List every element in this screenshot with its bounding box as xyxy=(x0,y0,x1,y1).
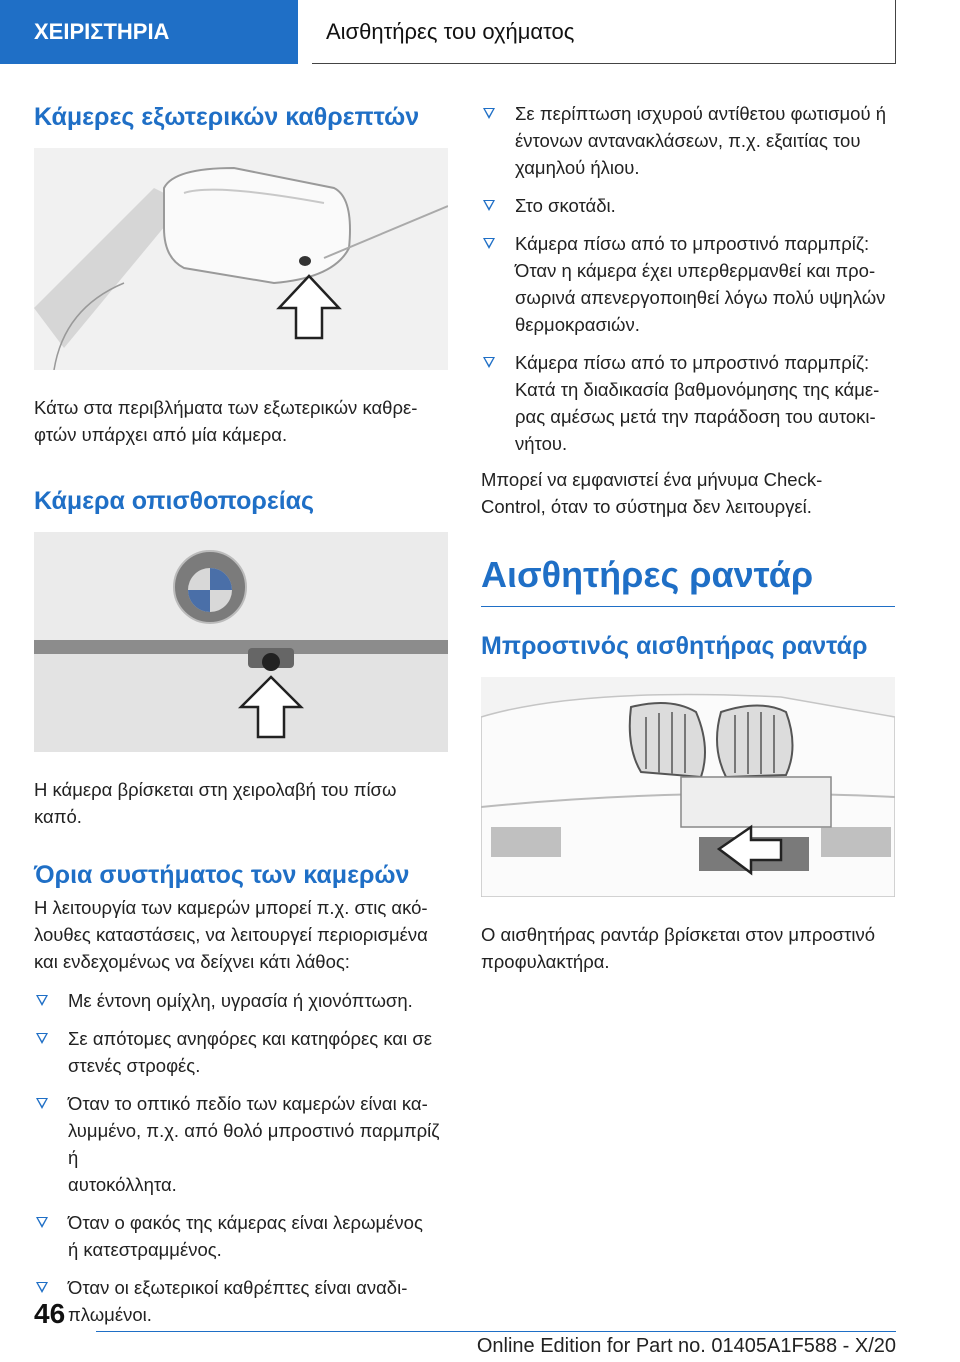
list-item-text: Όταν οι εξωτερικοί καθρέπτες είναι αναδι‐ xyxy=(68,1277,408,1298)
triangle-bullet-icon xyxy=(483,238,495,249)
list-item-text: Στο σκοτάδι. xyxy=(515,195,616,216)
heading-rule xyxy=(481,606,895,607)
front-radar-heading: Μπροστινός αισθητήρας ραντάρ xyxy=(481,632,868,660)
list-item xyxy=(34,987,448,1014)
list-item xyxy=(34,1090,448,1198)
section-tab xyxy=(0,0,298,64)
list-item-text: σωρινά απενεργοποιηθεί λόγω πολύ υψηλών xyxy=(515,287,886,308)
front-radar-illustration xyxy=(481,677,895,897)
check-control-line: Control, όταν το σύστημα δεν λειτουργεί. xyxy=(481,496,812,517)
list-item-text: πλωμένοι. xyxy=(68,1304,152,1325)
triangle-bullet-icon xyxy=(36,995,48,1006)
system-limits-intro xyxy=(34,894,448,975)
triangle-bullet-icon xyxy=(36,1217,48,1228)
right-column xyxy=(481,100,895,975)
check-control-note xyxy=(481,466,895,520)
list-item-text: έντονων αντανακλάσεων, π.χ. εξαιτίας του xyxy=(515,130,861,151)
list-item xyxy=(481,230,895,338)
list-item-text: ρας αμέσως μετά την παράδοση του αυτοκι‐ xyxy=(515,406,876,427)
list-item-text: Σε απότομες ανηφόρες και κατηφόρες και σε xyxy=(68,1028,432,1049)
section-label: ΧΕΙΡΙΣΤΗΡΙΑ xyxy=(34,19,170,44)
limits-intro-line: λουθες καταστάσεις, να λειτουργεί περιορισμένα xyxy=(34,924,428,945)
list-item xyxy=(34,1025,448,1079)
mirror-camera-illustration xyxy=(34,148,448,370)
mirror-description xyxy=(34,394,448,448)
radar-sensors-heading: Αισθητήρες ραντάρ xyxy=(481,554,814,595)
list-item-text: Κάμερα πίσω από το μπροστινό παρμπρίζ: xyxy=(515,352,870,373)
triangle-bullet-icon xyxy=(36,1033,48,1044)
limits-list-continued xyxy=(481,100,895,457)
triangle-bullet-icon xyxy=(483,357,495,368)
rear-camera-illustration xyxy=(34,532,448,752)
rear-camera-description xyxy=(34,776,448,830)
limits-list xyxy=(34,987,448,1328)
rear-text-line: καπό. xyxy=(34,806,82,827)
list-item-text: χαμηλού ήλιου. xyxy=(515,157,640,178)
list-item-text: αυτοκόλλητα. xyxy=(68,1174,177,1195)
list-item-text: νήτου. xyxy=(515,433,568,454)
limits-intro-line: και ενδεχομένως να δείχνει κάτι λάθος: xyxy=(34,951,350,972)
rear-text-line: Η κάμερα βρίσκεται στη χειρολαβή του πίσω xyxy=(34,779,397,800)
list-item xyxy=(34,1209,448,1263)
left-column xyxy=(34,100,448,1339)
edition-footer: Online Edition for Part no. 01405A1F588 - X/20 xyxy=(476,1335,896,1357)
triangle-bullet-icon xyxy=(36,1098,48,1109)
list-item-text: Κάμερα πίσω από το μπροστινό παρμπρίζ: xyxy=(515,233,870,254)
front-radar-text-line: Ο αισθητήρας ραντάρ βρίσκεται στον μπροστινό xyxy=(481,924,876,945)
limits-intro-line: Η λειτουργία των καμερών μπορεί π.χ. στις ακό‐ xyxy=(34,897,428,918)
rear-camera-heading: Κάμερα οπισθοπορείας xyxy=(34,487,315,515)
topic-label: Αισθητήρες του οχήματος xyxy=(326,18,575,44)
triangle-bullet-icon xyxy=(483,200,495,211)
list-item xyxy=(34,1274,448,1328)
list-item xyxy=(481,349,895,457)
list-item-text: Κατά τη διαδικασία βαθμονόμησης της κάμε‐ xyxy=(515,379,880,400)
list-item-text: Σε περίπτωση ισχυρού αντίθετου φωτισμού ή xyxy=(515,103,886,124)
mirror-text-line: Κάτω στα περιβλήματα των εξωτερικών καθρε‐ xyxy=(34,397,418,418)
triangle-bullet-icon xyxy=(36,1282,48,1293)
check-control-line: Μπορεί να εμφανιστεί ένα μήνυμα Check- xyxy=(481,469,823,490)
footer-rule xyxy=(96,1331,896,1332)
front-radar-text-line: προφυλακτήρα. xyxy=(481,951,610,972)
list-item-text: ή κατεστραμμένος. xyxy=(68,1239,222,1260)
list-item-text: Όταν η κάμερα έχει υπερθερμανθεί και προ‐ xyxy=(515,260,876,281)
list-item-text: στενές στροφές. xyxy=(68,1055,201,1076)
front-radar-drawing xyxy=(481,677,895,897)
list-item-text: θερμοκρασιών. xyxy=(515,314,640,335)
mirror-camera-drawing xyxy=(34,148,448,370)
mirror-cameras-heading: Κάμερες εξωτερικών καθρεπτών xyxy=(34,103,420,131)
page-number: 46 xyxy=(34,1298,66,1329)
list-item-text: Με έντονη ομίχλη, υγρασία ή χιονόπτωση. xyxy=(68,990,413,1011)
front-radar-description xyxy=(481,921,895,975)
list-item xyxy=(481,100,895,181)
list-item-text: Όταν ο φακός της κάμερας είναι λερωμένος xyxy=(68,1212,423,1233)
mirror-text-line: φτών υπάρχει από μία κάμερα. xyxy=(34,424,288,445)
list-item xyxy=(481,192,895,219)
system-limits-heading: Όρια συστήματος των καμερών xyxy=(34,861,410,889)
topic-header xyxy=(312,0,896,64)
list-item-text: Όταν το οπτικό πεδίο των καμερών είναι κα‐ xyxy=(68,1093,428,1114)
rear-camera-drawing xyxy=(34,532,448,752)
triangle-bullet-icon xyxy=(483,108,495,119)
list-item-text: λυμμένο, π.χ. από θολό μπροστινό παρμπρίζ ή xyxy=(68,1120,440,1168)
